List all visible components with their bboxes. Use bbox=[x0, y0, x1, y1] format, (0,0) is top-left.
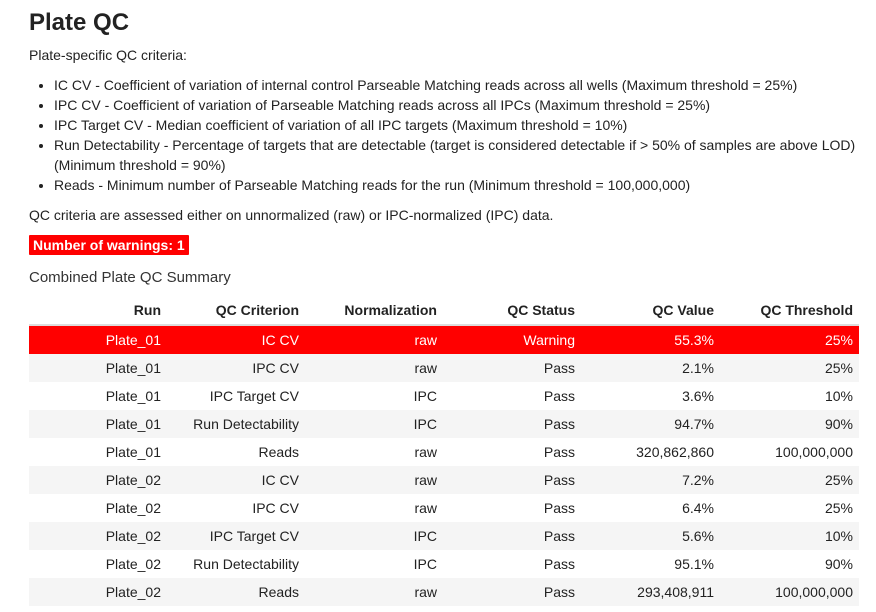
cell-qc-criterion: IPC Target CV bbox=[167, 522, 305, 550]
criteria-item-ipc-target-cv: • IPC Target CV - Median coefficient of variation of all IPC targets (Maximum threshold = 10%) bbox=[54, 115, 874, 135]
cell-qc-criterion: IC CV bbox=[167, 466, 305, 494]
cell-qc-threshold: 25% bbox=[720, 466, 859, 494]
cell-normalization: raw bbox=[305, 325, 443, 354]
criteria-item-ic-cv: • IC CV - Coefficient of variation of internal control Parseable Matching reads across all wells (Maximum threshold = 25%) bbox=[54, 75, 874, 95]
cell-normalization: raw bbox=[414, 444, 437, 460]
cell-qc-threshold: 100,000,000 bbox=[775, 444, 853, 460]
cell-qc-threshold: 100,000,000 bbox=[720, 578, 859, 606]
cell-run: Plate_02 bbox=[29, 578, 167, 606]
cell-qc-status: Pass bbox=[443, 466, 581, 494]
cell-qc-status: Pass bbox=[543, 388, 575, 404]
cell-qc-status: Pass bbox=[443, 522, 581, 550]
table-row bbox=[29, 354, 859, 382]
summary-title: Combined Plate QC Summary bbox=[29, 269, 231, 286]
criteria-intro: Plate-specific QC criteria: bbox=[29, 47, 187, 63]
cell-qc-criterion: Run Detectability bbox=[167, 410, 305, 438]
table-row bbox=[29, 578, 859, 606]
cell-qc-status: Pass bbox=[443, 354, 581, 382]
table-body bbox=[29, 325, 859, 606]
table-row-warning bbox=[29, 325, 859, 354]
cell-qc-value: 320,862,860 bbox=[636, 444, 714, 460]
criteria-item-ipc-cv: • IPC CV - Coefficient of variation of Parseable Matching reads across all IPCs (Maximum threshold = 25%) bbox=[54, 95, 874, 115]
cell-qc-criterion: Run Detectability bbox=[193, 556, 299, 572]
cell-qc-threshold: 10% bbox=[824, 388, 853, 404]
cell-run: Plate_02 bbox=[105, 500, 161, 516]
cell-qc-criterion: Reads bbox=[167, 578, 305, 606]
cell-normalization: raw bbox=[305, 466, 443, 494]
cell-run: Plate_01 bbox=[105, 388, 161, 404]
cell-qc-threshold: 25% bbox=[720, 325, 859, 354]
cell-qc-criterion: IC CV bbox=[167, 325, 305, 354]
table-row bbox=[29, 550, 859, 578]
cell-normalization: raw bbox=[305, 578, 443, 606]
page-title: Plate QC bbox=[29, 9, 130, 36]
cell-qc-status: Pass bbox=[543, 500, 575, 516]
cell-run: Plate_02 bbox=[29, 522, 167, 550]
cell-normalization: IPC bbox=[413, 556, 437, 572]
cell-qc-criterion: Reads bbox=[258, 444, 299, 460]
cell-run: Plate_01 bbox=[105, 444, 161, 460]
table-row bbox=[29, 494, 859, 522]
header-normalization[interactable]: Normalization bbox=[305, 296, 443, 325]
cell-qc-value: 3.6% bbox=[682, 388, 714, 404]
cell-run: Plate_02 bbox=[29, 466, 167, 494]
table-header-row bbox=[29, 296, 859, 325]
cell-qc-value: 7.2% bbox=[581, 466, 720, 494]
table-row bbox=[29, 438, 859, 466]
table-row bbox=[29, 382, 859, 410]
cell-qc-threshold: 90% bbox=[824, 556, 853, 572]
cell-normalization: IPC bbox=[305, 410, 443, 438]
cell-qc-threshold: 10% bbox=[720, 522, 859, 550]
header-qc-status[interactable]: QC Status bbox=[443, 296, 581, 325]
cell-qc-status: Warning bbox=[443, 325, 581, 354]
cell-qc-threshold: 90% bbox=[720, 410, 859, 438]
cell-qc-status: Pass bbox=[543, 444, 575, 460]
assessment-note: QC criteria are assessed either on unnormalized (raw) or IPC-normalized (IPC) data. bbox=[29, 207, 554, 223]
cell-qc-value: 293,408,911 bbox=[581, 578, 720, 606]
cell-run: Plate_02 bbox=[105, 556, 161, 572]
cell-run: Plate_01 bbox=[29, 325, 167, 354]
table-row bbox=[29, 466, 859, 494]
cell-normalization: raw bbox=[414, 500, 437, 516]
cell-run: Plate_01 bbox=[29, 410, 167, 438]
cell-qc-criterion: IPC CV bbox=[252, 500, 299, 516]
cell-run: Plate_01 bbox=[29, 354, 167, 382]
cell-qc-threshold: 25% bbox=[824, 500, 853, 516]
cell-qc-status: Pass bbox=[443, 410, 581, 438]
header-qc-criterion[interactable]: QC Criterion bbox=[167, 296, 305, 325]
cell-normalization: IPC bbox=[305, 522, 443, 550]
cell-normalization: raw bbox=[305, 354, 443, 382]
table-row bbox=[29, 410, 859, 438]
cell-qc-status: Pass bbox=[543, 556, 575, 572]
warnings-badge: Number of warnings: 1 bbox=[29, 235, 189, 255]
qc-summary-table bbox=[29, 296, 859, 606]
criteria-item-run-detectability: • Run Detectability - Percentage of targets that are detectable (target is considered detectable if > 50% of samples are above LOD) (Minimum threshold = 90%) bbox=[54, 135, 874, 175]
cell-qc-criterion: IPC Target CV bbox=[209, 388, 299, 404]
cell-qc-threshold: 25% bbox=[720, 354, 859, 382]
header-qc-value[interactable]: QC Value bbox=[581, 296, 720, 325]
cell-qc-value: 6.4% bbox=[682, 500, 714, 516]
cell-qc-value: 94.7% bbox=[581, 410, 720, 438]
cell-qc-criterion: IPC CV bbox=[167, 354, 305, 382]
cell-qc-value: 55.3% bbox=[581, 325, 720, 354]
cell-qc-value: 5.6% bbox=[581, 522, 720, 550]
cell-normalization: IPC bbox=[413, 388, 437, 404]
header-qc-threshold[interactable]: QC Threshold bbox=[720, 296, 859, 325]
cell-qc-value: 95.1% bbox=[674, 556, 714, 572]
cell-qc-value: 2.1% bbox=[581, 354, 720, 382]
criteria-item-reads: • Reads - Minimum number of Parseable Matching reads for the run (Minimum threshold = 100,000,000) bbox=[54, 175, 874, 195]
header-run[interactable]: Run bbox=[29, 296, 167, 325]
cell-qc-status: Pass bbox=[443, 578, 581, 606]
table-row bbox=[29, 522, 859, 550]
criteria-list bbox=[29, 75, 874, 195]
